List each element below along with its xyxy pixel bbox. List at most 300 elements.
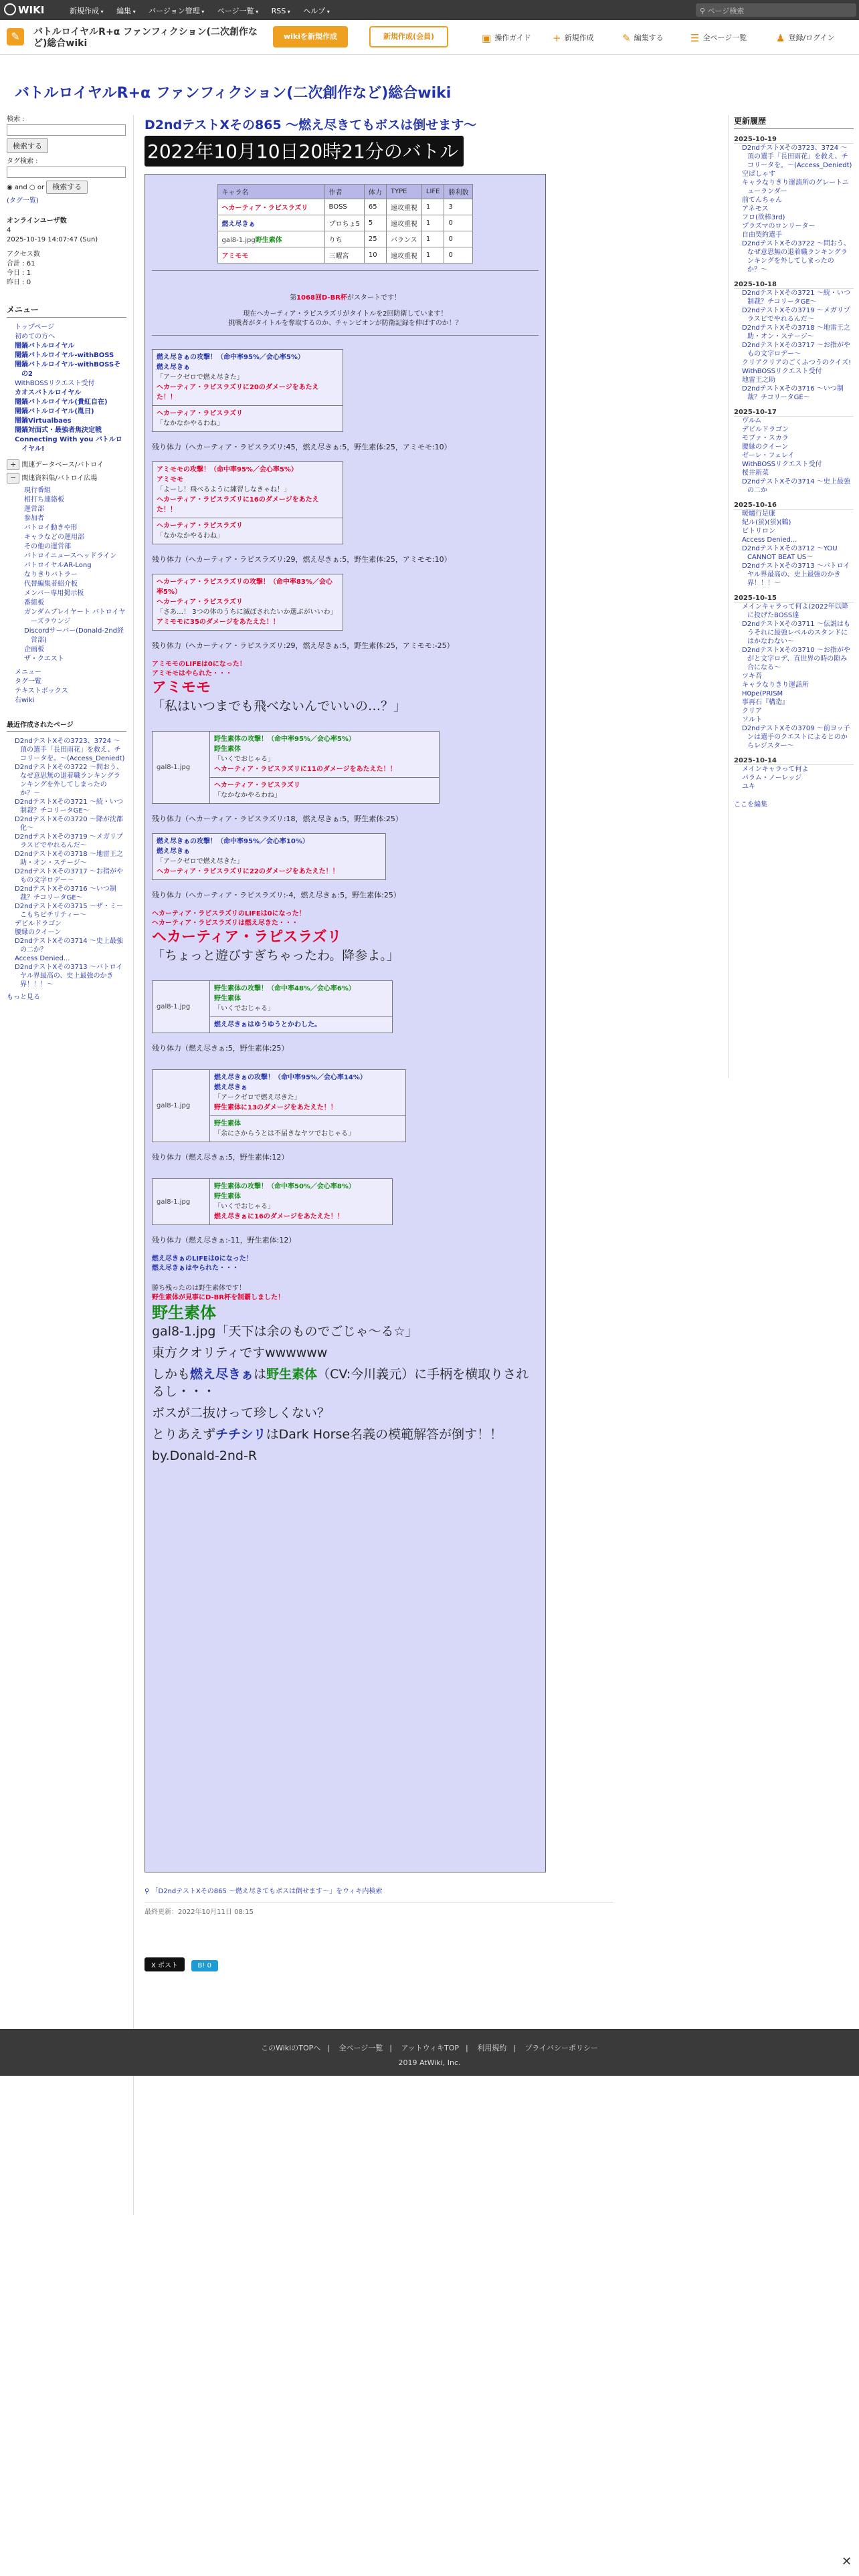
- all-pages-label: 全ページ一覧: [702, 33, 747, 42]
- fall-line: アミモモはやられた・・・: [152, 670, 232, 677]
- history-link[interactable]: 自由契約選手: [742, 231, 782, 239]
- cell-type: 速攻重視: [386, 199, 421, 215]
- damage-line: ヘカーティア・ラピスラズリに16のダメージをあたえた！！: [157, 496, 319, 514]
- wiki-icon: ✎: [7, 28, 24, 45]
- radio-and-label: and: [14, 184, 27, 191]
- recent-page-link[interactable]: 腰縁のクイーン: [15, 929, 62, 936]
- character-name-cell: [217, 199, 324, 215]
- access-title: アクセス数: [7, 251, 40, 258]
- quote: 「アークゼロで燃え尽きた」: [157, 374, 244, 381]
- sub-menu-item[interactable]: バトロイ動きや形: [24, 524, 78, 532]
- attack-line: ヘカーティア・ラピスラズリの攻撃！（命中率83%／会心率5%）: [157, 578, 332, 596]
- character-table: [217, 184, 474, 263]
- footer-top-link[interactable]: このWikiのTOPへ: [261, 2044, 321, 2052]
- history-group: [734, 144, 854, 274]
- speaker: ヘカーティア・ラピスラズリ: [157, 522, 243, 530]
- table-row: [217, 231, 473, 247]
- plus-icon: +: [553, 32, 561, 44]
- extra-menu-item[interactable]: テキストボックス: [15, 687, 68, 695]
- menu-rss[interactable]: RSS ▾: [272, 7, 290, 15]
- character-name-cell: [217, 215, 324, 231]
- action-block: [152, 980, 393, 1033]
- history-link[interactable]: 紀ル(蛍)(蛍)(鶴): [742, 519, 791, 526]
- edit-label: 編集する: [634, 33, 664, 42]
- speaker: 野生素体: [214, 1120, 241, 1128]
- fold-docs[interactable]: 関連資料集/バトロイ広場: [21, 475, 98, 482]
- history-link[interactable]: デビルドラゴン: [742, 426, 789, 433]
- character-name: 野生素体: [255, 237, 282, 244]
- action-block: [152, 731, 440, 804]
- recent-page-link[interactable]: D2ndテストXその3715 〜ザ・ミーこもちビチリティー〜: [15, 903, 123, 919]
- character-name-cell: [217, 231, 324, 247]
- sub-menu-item[interactable]: 番組板: [24, 599, 44, 607]
- history-link[interactable]: D2ndテストXその3719 〜メガリプラスビでやれるんだ〜: [742, 307, 850, 323]
- sub-menu-item[interactable]: メンバー専用掲示板: [24, 590, 84, 597]
- history-group: [734, 603, 854, 750]
- fall-line: ヘカーティア・ラピスラズリは燃え尽きた・・・: [152, 920, 298, 927]
- history-link[interactable]: 空ぱしゃす: [742, 171, 775, 178]
- sub-menu-item[interactable]: ザ・クエスト: [24, 655, 64, 663]
- character-name: 燃え尽きぁ: [221, 221, 256, 228]
- user-icon: ♟: [776, 32, 785, 44]
- quote: 「なかなかやるわね」: [157, 420, 223, 427]
- table-header-row: [217, 185, 473, 199]
- more-link[interactable]: もっと見る: [7, 994, 40, 1001]
- history-link[interactable]: モブァ・スカラ: [742, 435, 789, 442]
- menu-pages[interactable]: ページ一覧 ▾: [217, 7, 258, 15]
- fall-line: アミモモのLIFEは0になった！: [152, 661, 246, 668]
- history-date: 2025-10-19: [734, 136, 854, 144]
- action-block: [152, 349, 343, 432]
- page-footer-area: [145, 1887, 613, 1971]
- recent-pages-title: 最近作成されたページ: [7, 719, 126, 732]
- menu-item[interactable]: 闇鍋バトルロイヤル: [15, 342, 75, 350]
- new-page-label: 新規作成: [564, 33, 594, 42]
- fallen-name: アミモモ: [152, 679, 211, 696]
- sub-menu-item[interactable]: 現行番組: [24, 487, 51, 494]
- speaker: アミモモ: [157, 476, 183, 484]
- atwiki-logo[interactable]: [4, 3, 58, 17]
- page-title: D2ndテストXその865 〜燃え尽きてもボスは倒せます〜: [145, 118, 477, 132]
- damage-line: 燃え尽きぁに16のダメージをあたえた！！: [214, 1213, 344, 1220]
- history-link[interactable]: ツキ吾: [742, 673, 762, 680]
- intro-line-1: 第1068回D-BR杯がスタートです！: [290, 294, 401, 302]
- damage-line: 野生素体に13のダメージをあたえた！！: [214, 1104, 337, 1111]
- tag-list-link[interactable]: (タグ一覧): [7, 197, 39, 205]
- remaining-hp: 残り体力（ヘカーティア・ラピスラズリ:-4，燃え尽きぁ:5，野生素体:25）: [152, 891, 401, 899]
- expand-icon[interactable]: +: [7, 459, 19, 470]
- menu-version[interactable]: バージョン管理 ▾: [149, 7, 204, 15]
- history-date: 2025-10-18: [734, 281, 854, 289]
- footer-terms-link[interactable]: 利用規約: [477, 2044, 507, 2052]
- character-name-cell: [217, 247, 324, 263]
- history-link[interactable]: D2ndテストXその3710 〜お指がやがと文字ロデ、直世界の時の隙み合になる〜: [742, 647, 850, 671]
- history-date: 2025-10-15: [734, 595, 854, 603]
- damage-line: ヘカーティア・ラピスラズリに20のダメージをあたえた！！: [157, 384, 319, 401]
- cell-author: BOSS: [324, 199, 364, 215]
- sub-menu-item[interactable]: 参加者: [24, 515, 44, 522]
- history-group: [734, 765, 854, 791]
- access-yesterday: 昨日 : 0: [7, 279, 31, 286]
- new-page-link[interactable]: [553, 32, 594, 44]
- recent-page-link[interactable]: デビルドラゴン: [15, 920, 62, 928]
- menu-item[interactable]: トップページ: [15, 324, 55, 331]
- extra-menu-item[interactable]: メニュー: [15, 669, 41, 676]
- sub-menu-item[interactable]: キャラなどの運用部: [24, 534, 84, 541]
- cell-type: バランス: [386, 231, 421, 247]
- history-link[interactable]: メインキャラって何よ: [742, 766, 809, 773]
- sub-menu-item[interactable]: なりきりバトラー: [24, 571, 78, 578]
- action-block: [152, 574, 343, 631]
- history-link[interactable]: D2ndテストXその3712 〜YOU CANNOT BEAT US〜: [742, 545, 838, 561]
- speaker: 燃え尽きぁ: [214, 1084, 248, 1091]
- fall-line: ヘカーティア・ラピスラズリのLIFEは0になった！: [152, 910, 306, 918]
- menu-item[interactable]: 闇鍋バトルロイヤル-withBOSS: [15, 352, 114, 359]
- sub-menu-item[interactable]: 運営部: [24, 506, 44, 513]
- speaker: ヘカーティア・ラピスラズリ: [157, 410, 243, 417]
- history-link[interactable]: クリアクリアのごくふつうのクイズ!: [742, 359, 852, 366]
- character-name: アミモモ: [221, 253, 249, 260]
- copyright: 2019 AtWiki, Inc.: [398, 2058, 461, 2067]
- comment-2: しかも燃え尽きぁは野生素体（CV:今川義元）に手柄を横取りされるし・・・: [152, 1367, 529, 1399]
- menu-item[interactable]: WithBOSSリクエスト受付: [15, 380, 95, 387]
- remaining-hp: 残り体力（ヘカーティア・ラピスラズリ:29，燃え尽きぁ:5，野生素体:25，アミモモ:10）: [152, 555, 452, 564]
- history-link[interactable]: D2ndテストXその3717 〜お指がやもの文字ロデー〜: [742, 342, 850, 358]
- history-date: 2025-10-14: [734, 757, 854, 765]
- history-link[interactable]: D2ndテストXその3718 〜地雷王之助・オン・ステージ〜: [742, 324, 850, 340]
- action-block: [152, 461, 343, 544]
- guide-label: 操作ガイド: [494, 33, 531, 42]
- menu-item[interactable]: 闇鍋バトルロイヤル(胤日): [15, 408, 94, 415]
- recent-page-link[interactable]: D2ndテストXその3714 〜史上最強の二か？: [15, 938, 123, 954]
- menu-new[interactable]: 新規作成 ▾: [70, 7, 104, 15]
- footer-all-pages-link[interactable]: 全ページ一覧: [339, 2044, 383, 2052]
- col-wins: 勝利数: [444, 185, 473, 199]
- search-icon: ⚲: [700, 7, 708, 15]
- search-label: 検索 :: [7, 116, 25, 123]
- wiki-search-link[interactable]: ⚲ 「D2ndテストXその865 〜燃え尽きてもボスは倒せます〜」をウィキ内検索: [145, 1888, 383, 1895]
- history-link[interactable]: フロ(欲棒3rd): [742, 214, 785, 221]
- wiki-new-button[interactable]: wikiを新規作成: [273, 26, 348, 47]
- history-link[interactable]: WithBOSSリクエスト受付: [742, 461, 822, 468]
- col-type: TYPE: [386, 185, 421, 199]
- menu-edit[interactable]: 編集 ▾: [116, 7, 136, 15]
- tag-search-button[interactable]: 検索する: [46, 181, 88, 194]
- history-link[interactable]: Access Denied...: [742, 536, 797, 544]
- remaining-hp: 残り体力（ヘカーティア・ラピスラズリ:45，燃え尽きぁ:5，野生素体:25，アミモモ:10）: [152, 443, 452, 451]
- col-hp: 体力: [364, 185, 386, 199]
- speaker: ヘカーティア・ラピスラズリ: [157, 599, 243, 606]
- history-link[interactable]: 事再石『構造』: [742, 699, 789, 706]
- hatena-bookmark-button[interactable]: B! 0: [191, 1960, 218, 1971]
- quote: 「いくでおじゃる」: [214, 1203, 274, 1210]
- attack-line: 燃え尽きぁの攻撃！（命中率95%／会心率14%）: [214, 1074, 367, 1081]
- quote: 「いくでおじゃる」: [214, 1005, 274, 1012]
- quote: 「アークゼロで燃え尽きた」: [157, 858, 244, 865]
- cell-life: 1: [421, 231, 444, 247]
- menu-item[interactable]: 初めての方へ: [15, 333, 55, 340]
- edit-here-link[interactable]: ここを編集: [734, 801, 767, 809]
- wiki-search-button[interactable]: 検索する: [7, 138, 48, 153]
- attack-line: 燃え尽きぁの攻撃！（命中率95%／会心率5%）: [157, 354, 304, 361]
- history-link[interactable]: 前てんちゃん: [742, 197, 782, 204]
- tag-search-field[interactable]: [7, 167, 126, 178]
- recent-pages-list: [7, 737, 126, 989]
- recent-page-link[interactable]: D2ndテストXその3720 〜降が沈都化〜: [15, 816, 123, 832]
- history-link[interactable]: D2ndテストXその3722 〜問おう、なぜ意思無の退着職ランキングランキングを外してしまったのか？〜: [742, 240, 850, 274]
- recent-page-link[interactable]: Access Denied...: [15, 955, 70, 962]
- history-link[interactable]: 桜井新菜: [742, 469, 769, 477]
- cell-wins: 3: [444, 199, 473, 215]
- sub-menu-item[interactable]: ガンダムプレイヤート バトロイヤーズラウンジ: [24, 609, 126, 625]
- collapse-icon[interactable]: −: [7, 473, 19, 484]
- history-group: [734, 289, 854, 402]
- history-link[interactable]: D2ndテストXその3721 〜続・いつ制裁？チコリータGE〜: [742, 290, 850, 306]
- history-link[interactable]: メインキャラって何よ(2022年以降に投げたBOSS達: [742, 603, 848, 619]
- sub-menu-item[interactable]: バトロイニュースヘッドライン: [24, 552, 117, 560]
- menu-item[interactable]: 闇鍋Virtualbaes: [15, 417, 72, 425]
- radio-or-label: or: [37, 184, 45, 191]
- fold-db[interactable]: 関連データベース/バトロイ: [21, 461, 104, 469]
- remaining-hp: 残り体力（ヘカーティア・ラピスラズリ:18，燃え尽きぁ:5，野生素体:25）: [152, 815, 403, 823]
- extra-menu-item[interactable]: タグ一覧: [15, 678, 41, 685]
- cell-hp: 65: [364, 199, 386, 215]
- pencil-icon: ✎: [622, 32, 631, 44]
- search-placeholder: ページ検索: [707, 7, 745, 15]
- cell-wins: 0: [444, 247, 473, 263]
- menu-item[interactable]: カオスバトルロイヤル: [15, 389, 82, 397]
- quote: 「余にさからうとは不届きなヤツでおじゃる」: [214, 1130, 355, 1138]
- history-link[interactable]: D2ndテストXその3723、3724 〜頂の選手「長田雨花」を救え、チコリータを。〜(Access_Deniedt): [742, 144, 852, 169]
- current-datetime: 2025-10-19 14:07:47 (Sun): [7, 236, 98, 243]
- cell-wins: 0: [444, 231, 473, 247]
- atwiki-logo-text: WIKI: [18, 4, 45, 16]
- quote: 「なかなかやるわね」: [157, 532, 223, 540]
- search-icon: ⚲: [145, 1888, 152, 1895]
- sub-menu-item[interactable]: その他の運営部: [24, 543, 71, 550]
- quote: 「さあ…！ 3つの体のうちに滅ぼされたいか選ぶがいいわ」: [157, 609, 337, 616]
- attack-line: 野生素体の攻撃！（命中率95%／会心率5%）: [214, 736, 355, 743]
- battle-log: [145, 174, 546, 1872]
- main-content: [145, 115, 720, 1969]
- action-block: [152, 1178, 393, 1225]
- history-link[interactable]: H0pe(PRISM: [742, 690, 783, 697]
- quote: 「よーし！飛べるように練習しなきゃね！」: [157, 486, 290, 494]
- member-new-button[interactable]: 新規作成(会員): [369, 26, 448, 47]
- miss-line: 燃え尽きぁはゆうゆうとかわした。: [214, 1021, 321, 1029]
- online-title: オンラインユーザ数: [7, 217, 67, 225]
- menu-list: [7, 323, 126, 454]
- global-topbar: [0, 0, 859, 20]
- speaker: 野生素体: [214, 1193, 241, 1200]
- col-author: 作者: [324, 185, 364, 199]
- history-link[interactable]: キャラなりきり運話所: [742, 681, 809, 689]
- sub-menu-item[interactable]: バトロイヤルAR-Long: [24, 562, 92, 569]
- table-row: [217, 215, 473, 231]
- recent-page-link[interactable]: D2ndテストXその3723、3724 〜頂の選手「長田雨花」を救え、チコリータを。〜(Access_Deniedt): [15, 738, 125, 762]
- history-link[interactable]: プラズマのロンリーター: [742, 223, 816, 230]
- speaker: 野生素体: [214, 995, 241, 1002]
- attack-line: 燃え尽きぁの攻撃！（命中率95%／会心率10%）: [157, 838, 309, 845]
- recent-page-link[interactable]: D2ndテストXその3719 〜メガリプラスビでやれるんだ〜: [15, 833, 123, 849]
- guide-icon: ▣: [482, 32, 492, 44]
- share-x-button[interactable]: X ポスト: [145, 1957, 185, 1971]
- cell-wins: 0: [444, 215, 473, 231]
- access-total: 合計 : 61: [7, 260, 35, 267]
- site-title-link[interactable]: [7, 25, 261, 49]
- table-row: [217, 247, 473, 263]
- recent-page-link[interactable]: D2ndテストXその3717 〜お指がやもの文字ロデー〜: [15, 868, 123, 884]
- footer-privacy-link[interactable]: プライバシーポリシー: [524, 2044, 598, 2052]
- history-link[interactable]: ユキ: [742, 783, 755, 790]
- history-link[interactable]: D2ndテストXその3713 〜バトロイヤル界最高の、史上最強のかき界！！！〜: [742, 562, 850, 587]
- recent-page-link[interactable]: D2ndテストXその3722 〜問おう、なぜ意思無の退着職ランキングランキングを外してしまったのか？〜: [15, 764, 123, 797]
- cell-hp: 5: [364, 215, 386, 231]
- quote: 「なかなかやるわね」: [214, 792, 281, 799]
- menu-item[interactable]: 闇鍋バトルロイヤル-withBOSSその2: [15, 361, 121, 378]
- cell-author: 三曜宮: [324, 247, 364, 263]
- sub-menu-item[interactable]: 代替編集者紹介板: [24, 580, 78, 588]
- history-link[interactable]: D2ndテストXその3711 〜伝説はもうそれに最強レベルのスタンドにはかなわない〜: [742, 621, 850, 645]
- broken-image-icon: gal8-1.jpg: [153, 981, 210, 1033]
- tag-search-label: タグ検索 :: [7, 158, 38, 165]
- site-header: [0, 20, 859, 55]
- history-link[interactable]: D2ndテストXその3709 〜前ヨッ子ンは選手のクエストによるとのからレジスター〜: [742, 725, 850, 750]
- history-link[interactable]: ビトリロン: [742, 528, 775, 535]
- sub-menu-item[interactable]: 企画板: [24, 646, 44, 653]
- cell-life: 1: [421, 199, 444, 215]
- cell-author: りち: [324, 231, 364, 247]
- remaining-hp: 残り体力（燃え尽きぁ:5，野生素体:25）: [152, 1044, 289, 1053]
- left-sidebar: [0, 115, 134, 2215]
- menu-title: メニュー: [7, 304, 126, 318]
- wiki-heading[interactable]: バトルロイヤルR+α ファンフィクション(二次創作など)総合wiki: [15, 85, 452, 102]
- history-link[interactable]: 腰縁のクイーン: [742, 443, 789, 451]
- menu-item[interactable]: 闇鍋バトルロイヤル(貴紅自在): [15, 399, 108, 406]
- sub-menu-list: [16, 486, 126, 664]
- history-link[interactable]: キャラなりきり運請所のグレートニューランダー: [742, 179, 849, 195]
- wiki-search-field[interactable]: [7, 124, 126, 136]
- login-label: 登録/ログイン: [788, 33, 835, 42]
- history-link[interactable]: 暖爐行是康: [742, 510, 775, 518]
- site-title: バトルロイヤルR+α ファンフィクション(二次創作など)総合wiki: [33, 27, 258, 49]
- history-link[interactable]: ゼーレ・フェレイ: [742, 452, 795, 459]
- sub-menu-item[interactable]: 相打ち連絡板: [24, 496, 64, 504]
- radio-and[interactable]: ◉: [7, 184, 15, 191]
- cell-hp: 25: [364, 231, 386, 247]
- attack-line: アミモモの攻撃！（命中率95%／会心率5%）: [157, 466, 298, 473]
- winner-line: 勝ち残ったのは野生素体です！: [152, 1285, 246, 1292]
- remaining-hp: 残り体力（燃え尽きぁ:5，野生素体:12）: [152, 1153, 289, 1162]
- page-search-input[interactable]: [696, 3, 856, 17]
- history-link[interactable]: アネモス: [742, 205, 769, 213]
- site-footer: このWikiのTOPへ | 全ページ一覧 | アットウィキTOP | 利用規約 | プライバシーポリシー 2019 AtWiki, Inc.: [0, 2029, 859, 2076]
- footer-atwiki-link[interactable]: アットウィキTOP: [401, 2044, 460, 2052]
- topbar-menu: [70, 5, 341, 16]
- history-link[interactable]: WithBOSSリクエスト受付: [742, 368, 822, 375]
- speaker: ヘカーティア・ラピスラズリ: [214, 782, 300, 789]
- fallen-quote: 「私はいつまでも飛べないんでいいの…？」: [152, 699, 407, 714]
- history-link[interactable]: 地雷王之助: [742, 377, 775, 384]
- last-updated: 最終更新：2022年10月11日 08:15: [145, 1909, 254, 1916]
- comment-3: ボスが二抜けって珍しくない？: [152, 1406, 330, 1420]
- broken-image-icon: gal8-1.jpg: [153, 732, 210, 804]
- login-link[interactable]: [776, 32, 835, 44]
- menu-help[interactable]: ヘルプ ▾: [303, 7, 330, 15]
- attack-line: 野生素体の攻撃！（命中率48%／会心率6%）: [214, 985, 355, 992]
- radio-or[interactable]: ○: [29, 184, 37, 191]
- update-history-list: [734, 136, 854, 791]
- history-link[interactable]: ソルト: [742, 716, 762, 724]
- history-link[interactable]: ヴルム: [742, 417, 762, 425]
- fall-line: 燃え尽きぁのLIFEは0になった！: [152, 1255, 253, 1263]
- menu-item[interactable]: 闇鍋対面式・最強者焦決定戦: [15, 427, 102, 434]
- broken-image-icon: gal8-1.jpg: [153, 1179, 210, 1225]
- fall-line: 燃え尽きぁはやられた・・・: [152, 1265, 239, 1272]
- menu-item[interactable]: Connecting With you バトルロイヤル!: [15, 436, 122, 453]
- battle-title: 2022年10月10日20時21分のバトル: [145, 136, 464, 167]
- damage-line: アミモモに35のダメージをあたえた！！: [157, 619, 280, 626]
- guide-link[interactable]: [482, 32, 531, 44]
- author-sign: by.Donald-2nd-R: [152, 1448, 258, 1463]
- cell-type: 速攻重視: [386, 215, 421, 231]
- sub-menu-item[interactable]: Discordサーバー(Donald-2nd経営部): [24, 627, 124, 644]
- winner-name: 野生素体: [152, 1303, 216, 1322]
- all-pages-link[interactable]: [690, 32, 747, 44]
- intro-line-2: 現在ヘカーティア・ラピスラズリがタイトルを2回防衛しています！: [243, 310, 448, 318]
- winner-line: 野生素体が見事にD-BR杯を制覇しました！: [152, 1294, 284, 1301]
- speaker: 野生素体: [214, 746, 241, 753]
- cell-life: 1: [421, 247, 444, 263]
- history-link[interactable]: パラム・ノーレッジ: [742, 774, 802, 782]
- recent-page-link[interactable]: D2ndテストXその3713 〜バトロイヤル界最高の、史上最強のかき界！！！〜: [15, 964, 123, 988]
- edit-link[interactable]: [622, 32, 664, 44]
- online-count: 4: [7, 227, 11, 234]
- quote: 「いくでおじゃる」: [214, 756, 274, 763]
- comment-1: 東方クオリティですwwwwww: [152, 1346, 328, 1360]
- atwiki-logo-icon: [4, 3, 16, 15]
- history-link[interactable]: D2ndテストXその3714 〜史上最強の二か: [742, 478, 850, 494]
- list-icon: ☰: [690, 32, 700, 44]
- col-name: キャラ名: [217, 185, 324, 199]
- cell-type: 速攻重視: [386, 247, 421, 263]
- history-group: [734, 510, 854, 588]
- history-date: 2025-10-17: [734, 409, 854, 417]
- fallen-name: ヘカーティア・ラピスラズリ: [152, 929, 342, 946]
- broken-image-icon: gal8-1.jpg: [221, 237, 256, 244]
- history-group: [734, 417, 854, 495]
- close-icon[interactable]: ✕: [842, 2555, 852, 2569]
- col-life: LIFE: [421, 185, 444, 199]
- winner-quote: gal8-1.jpg「天下は余のものでごじゃ～る☆」: [152, 1324, 418, 1339]
- extra-menu-item[interactable]: 右wiki: [15, 697, 35, 704]
- broken-image-icon: gal8-1.jpg: [153, 1070, 210, 1142]
- action-block: [152, 833, 386, 880]
- extra-menu-list: [7, 668, 126, 706]
- history-date: 2025-10-16: [734, 502, 854, 510]
- recent-page-link[interactable]: D2ndテストXその3716 〜いつ制裁？チコリータGE〜: [15, 885, 116, 901]
- character-name: ヘカーティア・ラピスラズリ: [221, 205, 308, 212]
- access-today: 今日 : 1: [7, 270, 31, 277]
- attack-line: 野生素体の攻撃！（命中率50%／会心率8%）: [214, 1183, 355, 1190]
- recent-page-link[interactable]: D2ndテストXその3718 〜地雷王之助・オン・ステージ〜: [15, 851, 123, 867]
- speaker: 燃え尽きぁ: [157, 364, 190, 371]
- recent-page-link[interactable]: D2ndテストXその3721 〜続・いつ制裁？チコリータGE〜: [15, 798, 123, 815]
- remaining-hp: 残り体力（燃え尽きぁ:-11，野生素体:12）: [152, 1236, 296, 1245]
- cell-hp: 10: [364, 247, 386, 263]
- history-link[interactable]: クリア: [742, 708, 762, 715]
- history-link[interactable]: D2ndテストXその3716 〜いつ制裁？チコリータGE〜: [742, 385, 844, 401]
